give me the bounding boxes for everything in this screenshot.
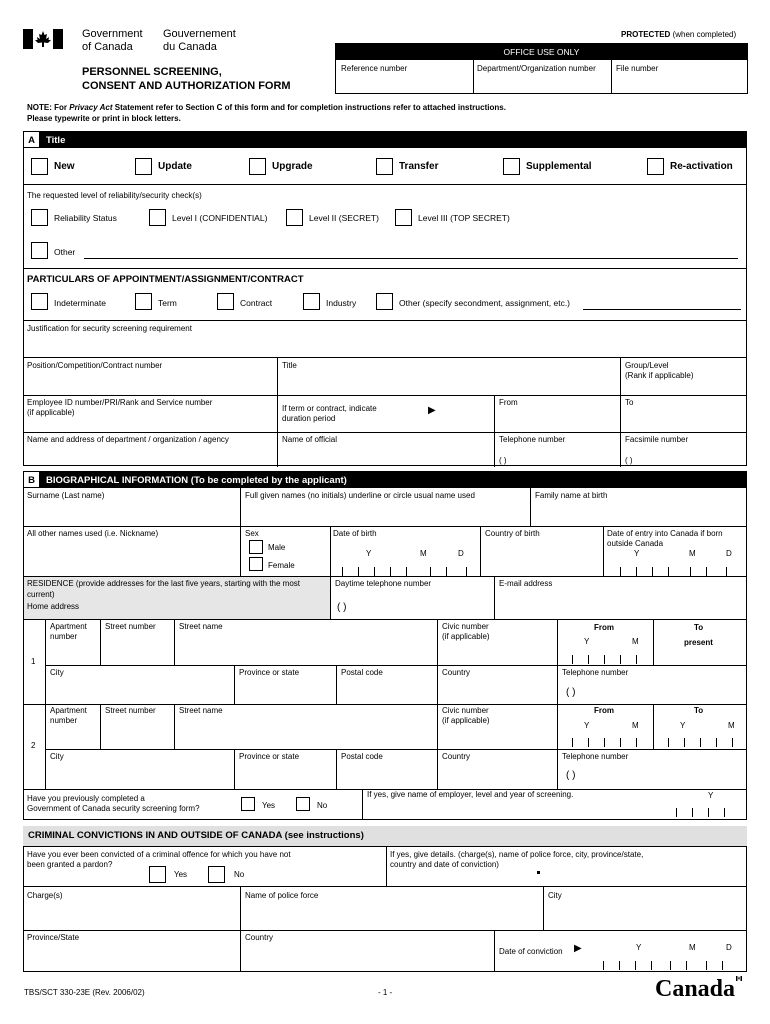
province-label-2: Province or state (239, 752, 300, 761)
contract-checkbox[interactable] (217, 293, 234, 310)
other-appointment-label: Other (specify secondment, assignment, etc.) (399, 298, 571, 308)
term-duration-sub-label: duration period (282, 414, 336, 423)
justification-label: Justification for security screening requirement (27, 324, 192, 333)
date-of-conviction-label: Date of conviction (499, 947, 563, 956)
sex-label: Sex (245, 529, 259, 538)
other-level-checkbox[interactable] (31, 242, 48, 259)
official-telephone-area-code[interactable]: ( ) (499, 456, 507, 465)
position-number-label: Position/Competition/Contract number (27, 361, 163, 370)
employee-id-sub-label: (if applicable) (27, 408, 75, 417)
daytime-phone-label: Daytime telephone number (335, 579, 432, 588)
level-2-label: Level II (SECRET) (309, 213, 379, 223)
male-label: Male (268, 543, 286, 552)
rank-label: (Rank if applicable) (625, 371, 694, 380)
apartment-label-2: Apartment (50, 706, 87, 715)
level-2-checkbox[interactable] (286, 209, 303, 226)
other-appointment-checkbox[interactable] (376, 293, 393, 310)
industry-checkbox[interactable] (303, 293, 320, 310)
duration-to-label: To (625, 398, 634, 407)
country-of-birth-label: Country of birth (485, 529, 540, 538)
province-state-label: Province/State (27, 933, 80, 942)
conviction-details-sub-label: country and date of conviction) (390, 860, 499, 869)
level-label: The requested level of reliability/security check(s) (27, 191, 202, 200)
official-fax-label: Facsimile number (625, 435, 689, 444)
street-name-label-2: Street name (179, 706, 223, 715)
dept-name-address-label: Name and address of department / organization / agency (27, 435, 229, 444)
date-entry-label: Date of entry into Canada if born (607, 529, 723, 538)
transfer-checkbox[interactable] (376, 158, 393, 175)
conviction-city-label: City (548, 891, 562, 900)
gov-fr-line2: du Canada (163, 41, 217, 53)
dob-d: D (458, 549, 464, 558)
wordmark-flag-icon (736, 974, 742, 979)
from-label-1: From (594, 623, 614, 632)
page-number: - 1 - (378, 988, 393, 997)
conviction-y: Y (636, 943, 642, 952)
entry-m: M (689, 549, 696, 558)
convicted-no-checkbox[interactable] (208, 866, 225, 883)
other-level-line[interactable] (84, 258, 738, 259)
criminal-box (23, 846, 747, 972)
given-names-label: Full given names (no initials) underline or circle usual name used (245, 491, 475, 500)
address-row-1-number: 1 (31, 657, 36, 666)
street-name-label-1: Street name (179, 622, 223, 631)
supplemental-checkbox[interactable] (503, 158, 520, 175)
prev-screening-no-checkbox[interactable] (296, 797, 310, 811)
reference-number-label: Reference number (341, 64, 408, 73)
reactivation-checkbox[interactable] (647, 158, 664, 175)
section-b-header: B BIOGRAPHICAL INFORMATION (To be completed by the applicant) (23, 471, 747, 488)
charges-label: Charge(s) (27, 891, 63, 900)
indeterminate-checkbox[interactable] (31, 293, 48, 310)
entry-d: D (726, 549, 732, 558)
industry-label: Industry (326, 298, 357, 308)
date-of-birth-label: Date of birth (333, 529, 377, 538)
new-label: New (54, 161, 75, 172)
from-y-1: Y (584, 637, 590, 646)
civic-label-1: Civic number (442, 622, 489, 631)
telephone-label-1: Telephone number (562, 668, 629, 677)
indeterminate-label: Indeterminate (54, 298, 106, 308)
to-m-2: M (728, 721, 735, 730)
residence-sub-label: current) (27, 590, 55, 599)
address-row-2-number: 2 (31, 741, 36, 750)
prev-screening-y: Y (708, 791, 714, 800)
other-names-label: All other names used (i.e. Nickname) (27, 529, 159, 538)
from-m-2: M (632, 721, 639, 730)
gov-en-line1: Government (82, 28, 143, 40)
prev-screening-no-label: No (317, 801, 328, 810)
conviction-m: M (689, 943, 696, 952)
new-checkbox[interactable] (31, 158, 48, 175)
gov-en-line2: of Canada (82, 41, 133, 53)
street-number-label-1: Street number (105, 622, 156, 631)
transfer-label: Transfer (399, 161, 439, 172)
office-use-box (335, 43, 748, 94)
gov-fr-line1: Gouvernement (163, 28, 236, 40)
apartment-sub-label-1: number (50, 632, 78, 641)
official-fax-area-code[interactable]: ( ) (625, 456, 633, 465)
other-level-label: Other (54, 247, 76, 257)
daytime-phone-area-code[interactable]: ( ) (337, 602, 347, 613)
prev-screening-label: Have you previously completed a (27, 794, 145, 803)
civic-sub-label-2: (if applicable) (442, 716, 490, 725)
reactivation-label: Re-activation (670, 161, 733, 172)
present-label: present (684, 638, 713, 647)
prev-screening-yes-checkbox[interactable] (241, 797, 255, 811)
particulars-title: PARTICULARS OF APPOINTMENT/ASSIGNMENT/CONTRACT (27, 274, 304, 285)
dept-org-number-label: Department/Organization number (477, 64, 596, 73)
postal-label-2: Postal code (341, 752, 383, 761)
other-appointment-line[interactable] (583, 309, 741, 310)
police-force-label: Name of police force (245, 891, 319, 900)
section-a-header: A Title (23, 131, 747, 148)
residence-label: RESIDENCE (provide addresses for the last five years, starting with the most (27, 579, 300, 588)
convicted-yes-checkbox[interactable] (149, 866, 166, 883)
protected-label: PROTECTED (when completed) (621, 30, 737, 39)
canada-wordmark: Canada (655, 976, 736, 1002)
male-checkbox[interactable] (249, 540, 263, 554)
conviction-d: D (726, 943, 732, 952)
city-label-1: City (50, 668, 64, 677)
telephone-label-2: Telephone number (562, 752, 629, 761)
civic-sub-label-1: (if applicable) (442, 632, 490, 641)
conviction-arrow-icon: ▶ (574, 943, 582, 954)
prev-screening-yes-label: Yes (262, 801, 276, 810)
form-title-line2: CONSENT AND AUTHORIZATION FORM (82, 80, 291, 92)
group-level-label: Group/Level (625, 361, 669, 370)
update-label: Update (158, 161, 192, 172)
name-of-official-label: Name of official (282, 435, 337, 444)
family-name-birth-label: Family name at birth (535, 491, 608, 500)
from-m-1: M (632, 637, 639, 646)
from-label-2: From (594, 706, 614, 715)
convicted-question: Have you ever been convicted of a criminal offence for which you have not (27, 850, 291, 859)
if-yes-employer-label: If yes, give name of employer, level and year of screening. (367, 790, 574, 799)
employee-id-label: Employee ID number/PRI/Rank and Service number (27, 398, 213, 407)
note-line1: NOTE: For Privacy Act Statement refer to Section C of this form and for completion instructions refer to attached instructions. (27, 103, 506, 112)
duration-from-label: From (499, 398, 518, 407)
from-y-2: Y (584, 721, 590, 730)
level-3-label: Level III (TOP SECRET) (418, 213, 510, 223)
surname-label: Surname (Last name) (27, 491, 105, 500)
level-1-label: Level I (CONFIDENTIAL) (172, 213, 268, 223)
entry-y: Y (634, 549, 640, 558)
canada-flag-logo (23, 29, 63, 49)
country-label-2: Country (442, 752, 471, 761)
conviction-details-label: If yes, give details. (charge(s), name of police force, city, province/state, (390, 850, 644, 859)
dob-y: Y (366, 549, 372, 558)
female-label: Female (268, 561, 295, 570)
dob-m: M (420, 549, 427, 558)
reliability-status-checkbox[interactable] (31, 209, 48, 226)
email-label: E-mail address (499, 579, 553, 588)
female-checkbox[interactable] (249, 557, 263, 571)
update-checkbox[interactable] (135, 158, 152, 175)
file-number-label: File number (616, 64, 659, 73)
office-use-only-bar: OFFICE USE ONLY (336, 44, 747, 60)
level-3-checkbox[interactable] (395, 209, 412, 226)
supplemental-label: Supplemental (526, 161, 592, 172)
form-number: TBS/SCT 330-23E (Rev. 2006/02) (24, 988, 145, 997)
level-1-checkbox[interactable] (149, 209, 166, 226)
postal-label-1: Postal code (341, 668, 383, 677)
term-label: Term (158, 298, 177, 308)
title-label: Title (282, 361, 297, 370)
upgrade-checkbox[interactable] (249, 158, 266, 175)
to-y-2: Y (680, 721, 686, 730)
apartment-label-1: Apartment (50, 622, 87, 631)
telephone-area-code-1[interactable]: ( ) (566, 687, 576, 698)
term-checkbox[interactable] (135, 293, 152, 310)
term-duration-label: If term or contract, indicate (282, 404, 377, 413)
form-title-line1: PERSONNEL SCREENING, (82, 66, 222, 78)
conviction-country-label: Country (245, 933, 274, 942)
convicted-question-sub: been granted a pardon? (27, 860, 113, 869)
telephone-area-code-2[interactable]: ( ) (566, 770, 576, 781)
to-label-2: To (694, 706, 704, 715)
convicted-yes-label: Yes (174, 870, 188, 879)
convicted-no-label: No (234, 870, 245, 879)
contract-label: Contract (240, 298, 273, 308)
arrow-right-icon: ▶ (428, 405, 436, 416)
prev-screening-sub-label: Government of Canada security screening form? (27, 804, 200, 813)
criminal-convictions-header: CRIMINAL CONVICTIONS IN AND OUTSIDE OF CANADA (see instructions) (23, 826, 747, 846)
province-label-1: Province or state (239, 668, 300, 677)
apartment-sub-label-2: number (50, 716, 78, 725)
bullet-mark (537, 871, 540, 874)
official-telephone-label: Telephone number (499, 435, 566, 444)
home-address-label: Home address (27, 602, 80, 611)
upgrade-label: Upgrade (272, 161, 313, 172)
city-label-2: City (50, 752, 64, 761)
country-label-1: Country (442, 668, 471, 677)
civic-label-2: Civic number (442, 706, 489, 715)
street-number-label-2: Street number (105, 706, 156, 715)
reliability-status-label: Reliability Status (54, 213, 117, 223)
date-entry-sub-label: outside Canada (607, 539, 664, 548)
note-line2: Please typewrite or print in block letters. (27, 114, 181, 123)
to-label-1: To (694, 623, 704, 632)
